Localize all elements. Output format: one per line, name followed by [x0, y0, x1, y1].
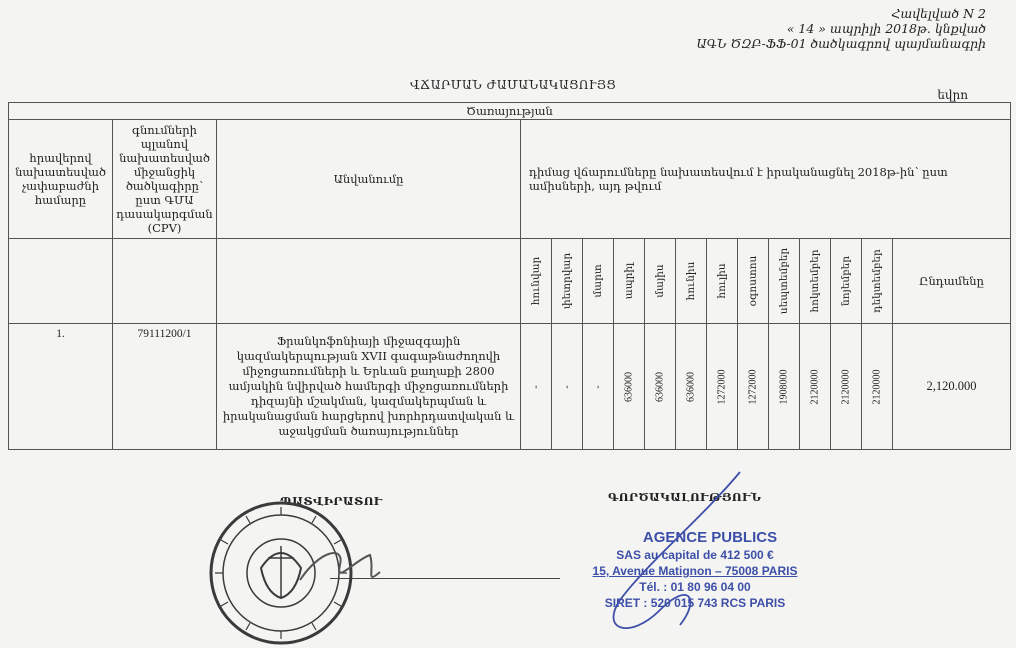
- header-name: Անվանումը: [217, 120, 521, 239]
- month-value: [800, 324, 831, 450]
- month-amount: 2120000: [871, 369, 883, 404]
- month-amount: -: [530, 384, 542, 389]
- month-amount: -: [561, 384, 573, 389]
- currency-unit: եվրո: [937, 88, 968, 102]
- header-line-2: « 14 » ապրիլի 2018թ. կնքված: [786, 21, 986, 36]
- month-value: [583, 324, 614, 450]
- month-value: [738, 324, 769, 450]
- section-label: Ծառայության: [9, 103, 1011, 120]
- month-amount: 2120000: [809, 369, 821, 404]
- month-label: մարտ: [592, 264, 604, 298]
- month-header: [738, 239, 769, 324]
- stamp-address: 15, Avenue Matignon – 75008 PARIS: [592, 564, 798, 578]
- header-cpv-code: գնումների պլանով նախատեսված միջանցիկ ծածկագիրը՝ ըստ ԳՄԱ դասակարգման (CPV): [113, 120, 217, 239]
- month-label: հունիս: [685, 261, 697, 301]
- month-label: դեկտեմբեր: [871, 249, 883, 313]
- stamp-company: AGENCE PUBLICS: [642, 529, 778, 546]
- month-amount: 1272000: [747, 369, 759, 404]
- month-value: [614, 324, 645, 450]
- month-amount: 1272000: [716, 369, 728, 404]
- month-label: հունվար: [530, 256, 542, 306]
- stamp-phone: Tél. : 01 80 96 04 00: [639, 580, 751, 594]
- month-amount: -: [592, 384, 604, 389]
- month-value: [707, 324, 738, 450]
- month-header: [831, 239, 862, 324]
- month-amount: 2120000: [840, 369, 852, 404]
- cpv-code: 79111200/1: [113, 324, 217, 450]
- month-amount: 636000: [623, 371, 635, 402]
- month-label: ապրիլ: [623, 262, 635, 300]
- service-name: Ֆրանկոֆոնիայի միջազգային կազմակերպության XVII գագաթնաժողովի միջոցառումների և Երևան քաղաքի 2800 ամյակին նվիրված համերգի միջոցառումների դիզայնի մշակման, կազմակերպման և իրականացման հարցերով խորհրդատվական և աջակցման ծառայություններ: [217, 324, 521, 450]
- company-stamp: [580, 528, 810, 643]
- month-value: [831, 324, 862, 450]
- month-value: [769, 324, 800, 450]
- agency-signature-label: ԳՈՐԾԱԿԱԼՈՒԹՅՈՒՆ: [608, 490, 762, 504]
- month-label: օգոստոս: [747, 255, 759, 307]
- month-amount: 636000: [685, 371, 697, 402]
- month-label: փետրվար: [561, 252, 573, 310]
- month-value: [645, 324, 676, 450]
- header-lot-number: հրավերով նախատեսված չափաբաժնի համարը: [9, 120, 113, 239]
- month-header: [676, 239, 707, 324]
- month-header: [645, 239, 676, 324]
- header-payment-months: դիմաց վճարումները նախատեսվում է իրականացնել 2018թ-ին՝ ըստ ամիսների, այդ թվում: [521, 120, 1011, 239]
- month-header: [614, 239, 645, 324]
- subheader-empty: [9, 239, 113, 324]
- month-label: հուլիս: [716, 263, 728, 299]
- document-header: [697, 6, 986, 51]
- stamp-capital: SAS au capital de 412 500 €: [616, 548, 774, 562]
- month-value: [676, 324, 707, 450]
- month-header: [552, 239, 583, 324]
- month-value: [521, 324, 552, 450]
- month-value: [862, 324, 893, 450]
- month-amount: 1908000: [778, 369, 790, 404]
- month-label: նոյեմբեր: [840, 256, 852, 306]
- month-header: [800, 239, 831, 324]
- month-header: [583, 239, 614, 324]
- lot-number: 1.: [9, 324, 113, 450]
- page-title: ՎՃԱՐՄԱՆ ԺԱՄԱՆԱԿԱՑՈՒՅՑ: [410, 78, 617, 92]
- month-header: [521, 239, 552, 324]
- month-header: [707, 239, 738, 324]
- customer-signature-label: ՊԱՏՎԻՐԱՏՈՒ: [280, 494, 383, 508]
- month-value: [552, 324, 583, 450]
- subheader-empty: [217, 239, 521, 324]
- signature-line: [330, 578, 560, 579]
- total-header: Ընդամենը: [893, 239, 1011, 324]
- header-line-1: Հավելված N 2: [891, 6, 986, 21]
- month-label: մայիս: [654, 264, 666, 298]
- month-label: սեպտեմբեր: [778, 247, 790, 315]
- month-amount: 636000: [654, 371, 666, 402]
- month-header: [769, 239, 800, 324]
- payment-schedule-table: [8, 102, 1011, 450]
- header-line-3: ԱԳՆ ԾԶԲ-ՖՖ-01 ծածկագրով պայմանագրի: [696, 36, 986, 51]
- month-header: [862, 239, 893, 324]
- total-value: 2,120.000: [893, 324, 1011, 450]
- official-seal-icon: [206, 498, 356, 648]
- month-label: հոկտեմբեր: [809, 249, 821, 313]
- stamp-siret: SIRET : 520 015 743 RCS PARIS: [604, 596, 786, 610]
- subheader-empty: [113, 239, 217, 324]
